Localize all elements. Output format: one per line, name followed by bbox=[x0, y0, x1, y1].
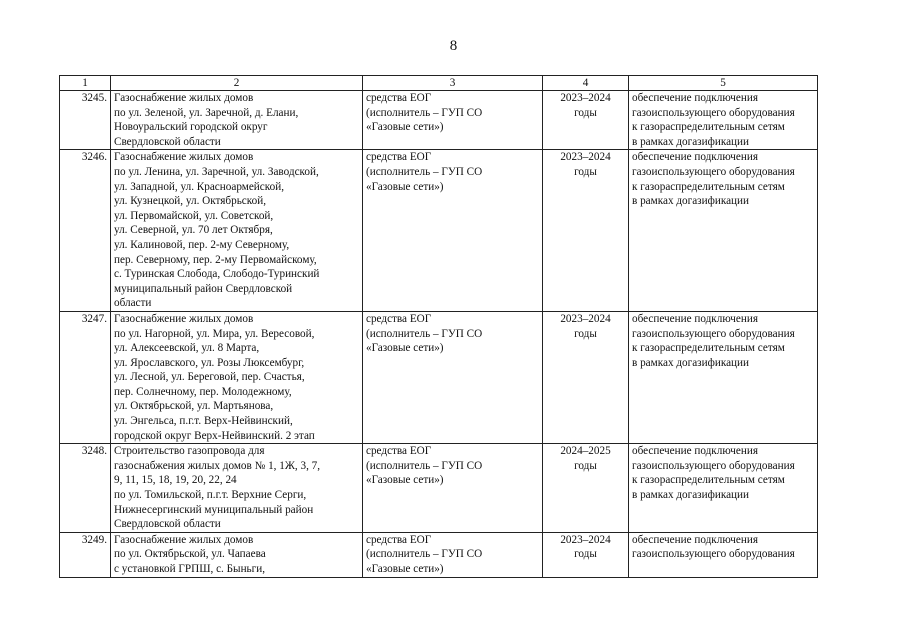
funding-source-cell bbox=[363, 311, 543, 443]
cell-line: к газораспределительным сетям bbox=[632, 121, 785, 134]
cell-line: ул. Октябрьской, ул. Мартьянова, bbox=[114, 400, 274, 413]
cell-line: к газораспределительным сетям bbox=[632, 474, 785, 487]
cell-line: в рамках догазификации bbox=[632, 489, 750, 502]
cell-line: ул. Лесной, ул. Береговой, пер. Счастья, bbox=[114, 371, 305, 384]
page-number: 8 bbox=[449, 38, 458, 54]
cell-line: по ул. Томильской, п.г.т. Верхние Серги, bbox=[114, 489, 307, 502]
cell-line: Нижнесергинский муниципальный район bbox=[114, 503, 314, 516]
object-name-cell bbox=[111, 444, 363, 533]
cell-line: по ул. Ленина, ул. Заречной, ул. Заводской, bbox=[114, 165, 319, 178]
cell-line: «Газовые сети») bbox=[366, 563, 444, 575]
cell-line: Свердловской области bbox=[114, 135, 221, 148]
cell-line: ул. Ярославского, ул. Розы Люксембург, bbox=[114, 356, 305, 369]
row-number: 3245. bbox=[60, 91, 111, 150]
header-col-2: 2 bbox=[111, 76, 363, 91]
header-col-1: 1 bbox=[60, 76, 111, 91]
result-cell bbox=[629, 150, 818, 312]
table-row bbox=[60, 91, 818, 150]
cell-line: «Газовые сети») bbox=[366, 121, 444, 134]
row-number: 3246. bbox=[60, 150, 111, 312]
period-cell bbox=[543, 91, 629, 150]
cell-line: «Газовые сети») bbox=[366, 342, 444, 355]
cell-line: с установкой ГРПШ, с. Быньги, bbox=[114, 563, 266, 575]
cell-line: области bbox=[114, 297, 152, 310]
cell-line: городской округ Верх-Нейвинский. 2 этап bbox=[114, 429, 315, 442]
cell-line: обеспечение подключения bbox=[632, 312, 758, 325]
cell-line: по ул. Октябрьской, ул. Чапаева bbox=[114, 548, 266, 561]
cell-line: ул. Северной, ул. 70 лет Октября, bbox=[114, 224, 273, 237]
period-cell bbox=[543, 444, 629, 533]
cell-line: Газоснабжение жилых домов bbox=[114, 312, 254, 325]
cell-line: газоиспользующего оборудования bbox=[632, 548, 795, 561]
row-number: 3249. bbox=[60, 532, 111, 577]
object-name-cell bbox=[111, 150, 363, 312]
cell-line: Газоснабжение жилых домов bbox=[114, 533, 254, 546]
funding-source-cell bbox=[363, 444, 543, 533]
cell-line: ул. Энгельса, п.г.т. Верх-Нейвинский, bbox=[114, 415, 293, 428]
cell-line: к газораспределительным сетям bbox=[632, 180, 785, 193]
cell-line: средства ЕОГ bbox=[366, 151, 432, 164]
cell-line: пер. Солнечному, пер. Молодежному, bbox=[114, 385, 292, 398]
funding-source-cell bbox=[363, 91, 543, 150]
cell-line: годы bbox=[574, 548, 597, 561]
cell-line: по ул. Нагорной, ул. Мира, ул. Вересовой, bbox=[114, 327, 315, 340]
cell-line: к газораспределительным сетям bbox=[632, 342, 785, 355]
cell-line: в рамках догазификации bbox=[632, 356, 750, 369]
row-number: 3247. bbox=[60, 311, 111, 443]
cell-line: 2023–2024 bbox=[560, 92, 611, 104]
cell-line: 2024–2025 bbox=[560, 445, 611, 458]
object-name-cell bbox=[111, 91, 363, 150]
cell-line: ул. Калиновой, пер. 2-му Северному, bbox=[114, 238, 290, 251]
result-cell bbox=[629, 91, 818, 150]
cell-line: газоснабжения жилых домов № 1, 1Ж, 3, 7, bbox=[114, 459, 321, 472]
row-number: 3248. bbox=[60, 444, 111, 533]
cell-line: ул. Кузнецкой, ул. Октябрьской, bbox=[114, 195, 267, 208]
cell-line: 2023–2024 bbox=[560, 533, 611, 546]
cell-line: обеспечение подключения bbox=[632, 151, 758, 164]
funding-source-cell bbox=[363, 150, 543, 312]
cell-line: годы bbox=[574, 459, 597, 472]
header-col-5: 5 bbox=[629, 76, 818, 91]
cell-line: средства ЕОГ bbox=[366, 312, 432, 325]
cell-line: газоиспользующего оборудования bbox=[632, 327, 795, 340]
cell-line: Газоснабжение жилых домов bbox=[114, 151, 254, 164]
cell-line: 2023–2024 bbox=[560, 151, 611, 164]
cell-line: годы bbox=[574, 165, 597, 178]
cell-line: в рамках догазификации bbox=[632, 195, 750, 208]
header-col-3: 3 bbox=[363, 76, 543, 91]
cell-line: Газоснабжение жилых домов bbox=[114, 92, 254, 104]
cell-line: по ул. Зеленой, ул. Заречной, д. Елани, bbox=[114, 106, 299, 119]
cell-line: с. Туринская Слобода, Слободо-Туринский bbox=[114, 268, 320, 281]
result-cell bbox=[629, 532, 818, 577]
cell-line: в рамках догазификации bbox=[632, 135, 750, 148]
cell-line: Новоуральский городской округ bbox=[114, 121, 268, 134]
funding-source-cell bbox=[363, 532, 543, 577]
cell-line: обеспечение подключения bbox=[632, 92, 758, 104]
cell-line: пер. Северному, пер. 2-му Первомайскому, bbox=[114, 253, 317, 266]
period-cell bbox=[543, 532, 629, 577]
table-row bbox=[60, 150, 818, 312]
object-name-cell bbox=[111, 532, 363, 577]
cell-line: «Газовые сети») bbox=[366, 474, 444, 487]
cell-line: ул. Западной, ул. Красноармейской, bbox=[114, 180, 284, 193]
cell-line: (исполнитель – ГУП СО bbox=[366, 165, 483, 178]
cell-line: 2023–2024 bbox=[560, 312, 611, 325]
cell-line: средства ЕОГ bbox=[366, 533, 432, 546]
table-row bbox=[60, 532, 818, 577]
cell-line: средства ЕОГ bbox=[366, 445, 432, 458]
result-cell bbox=[629, 311, 818, 443]
cell-line: газоиспользующего оборудования bbox=[632, 459, 795, 472]
object-name-cell bbox=[111, 311, 363, 443]
period-cell bbox=[543, 150, 629, 312]
cell-line: (исполнитель – ГУП СО bbox=[366, 459, 483, 472]
result-cell bbox=[629, 444, 818, 533]
cell-line: средства ЕОГ bbox=[366, 92, 432, 104]
cell-line: «Газовые сети») bbox=[366, 180, 444, 193]
cell-line: муниципальный район Свердловской bbox=[114, 282, 293, 295]
table-row bbox=[60, 311, 818, 443]
cell-line: (исполнитель – ГУП СО bbox=[366, 106, 483, 119]
program-table bbox=[59, 75, 818, 578]
cell-line: 9, 11, 15, 18, 19, 20, 22, 24 bbox=[114, 474, 237, 487]
cell-line: годы bbox=[574, 327, 597, 340]
cell-line: обеспечение подключения bbox=[632, 445, 758, 458]
header-col-4: 4 bbox=[543, 76, 629, 91]
table-row bbox=[60, 444, 818, 533]
cell-line: (исполнитель – ГУП СО bbox=[366, 327, 483, 340]
cell-line: газоиспользующего оборудования bbox=[632, 165, 795, 178]
cell-line: (исполнитель – ГУП СО bbox=[366, 548, 483, 561]
cell-line: ул. Первомайской, ул. Советской, bbox=[114, 209, 274, 222]
period-cell bbox=[543, 311, 629, 443]
cell-line: Свердловской области bbox=[114, 518, 221, 531]
header-row bbox=[60, 76, 818, 91]
cell-line: ул. Алексеевской, ул. 8 Марта, bbox=[114, 342, 260, 355]
cell-line: годы bbox=[574, 106, 597, 119]
cell-line: газоиспользующего оборудования bbox=[632, 106, 795, 119]
cell-line: обеспечение подключения bbox=[632, 533, 758, 546]
cell-line: Строительство газопровода для bbox=[114, 445, 265, 458]
table-body bbox=[60, 91, 818, 578]
